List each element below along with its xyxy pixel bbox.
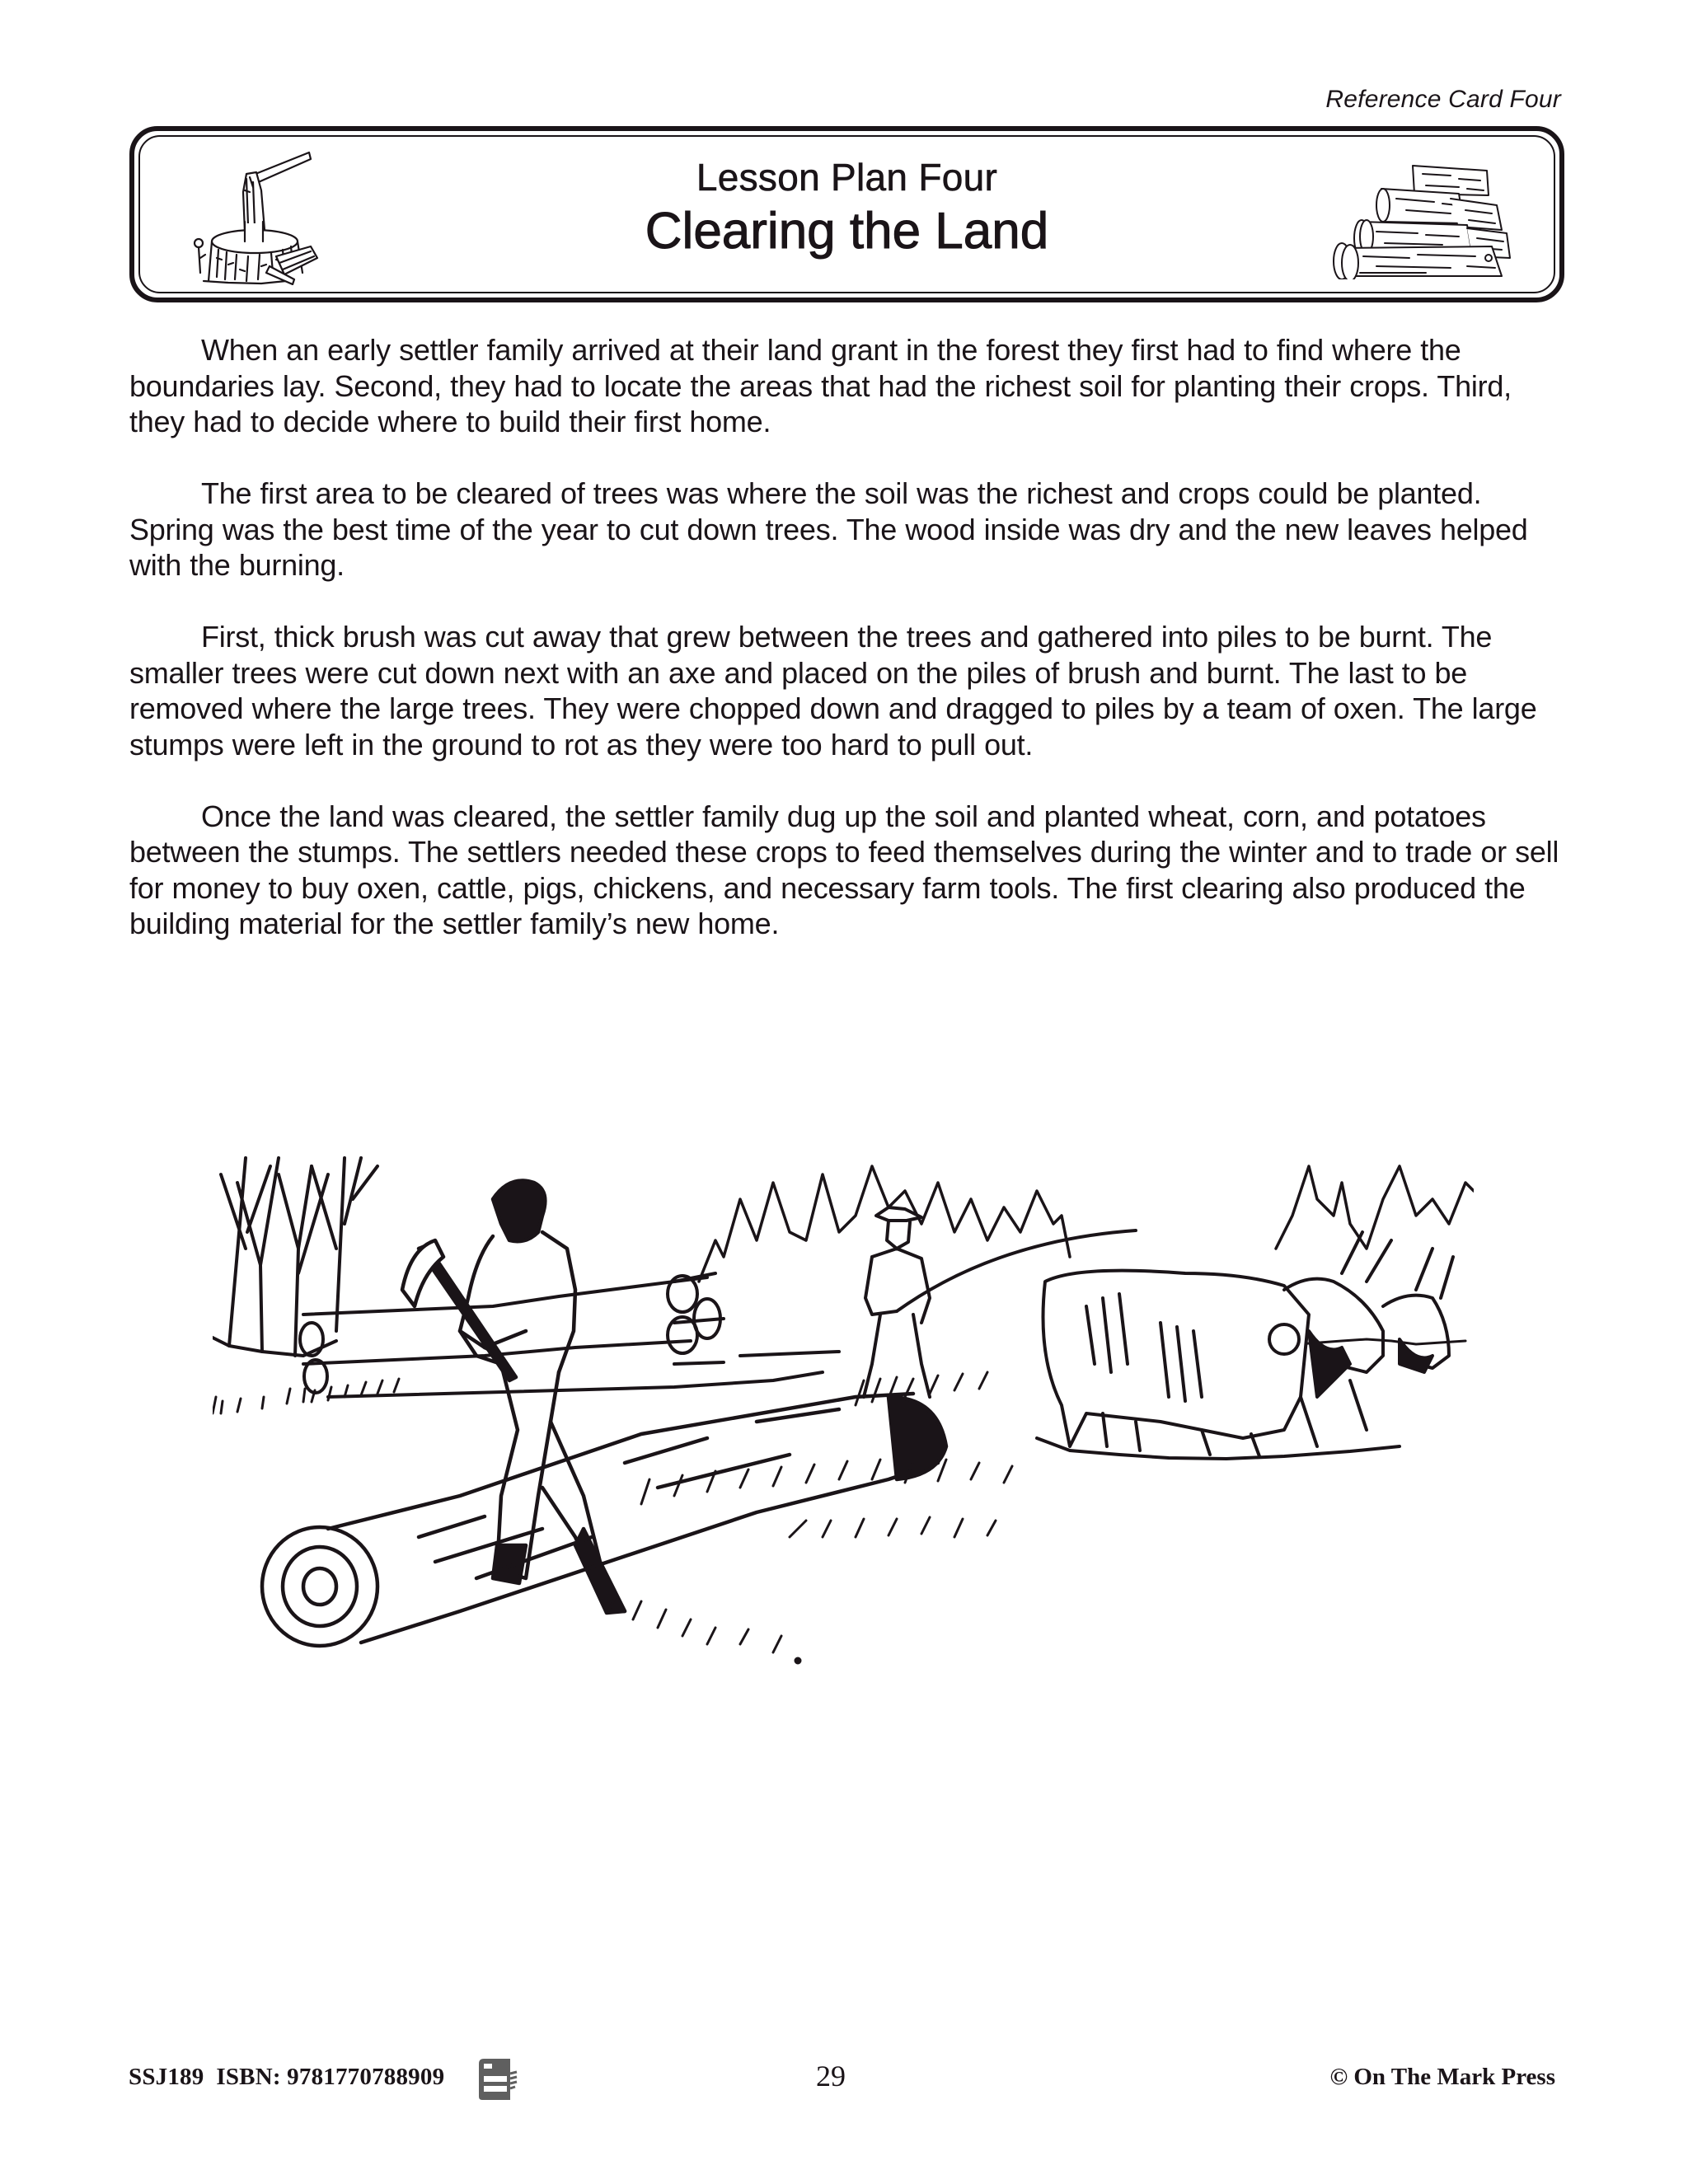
settler-clearing-land-illustration bbox=[213, 1150, 1474, 1677]
log-pile-icon bbox=[1327, 156, 1517, 279]
copyright: © On The Mark Press bbox=[1329, 2064, 1555, 2090]
paragraph-brush-cutting: First, thick brush was cut away that grew between the trees and gathered into piles to be burnt. The smaller trees were cut down next with an axe and placed on the piles of brush and burnt. The last to be removed where the large trees. They were chopped down and dragged to piles by a team of oxen. The large stumps were left in the ground to rot as they were too hard to pull out. bbox=[129, 620, 1537, 762]
settler-with-axe bbox=[402, 1181, 625, 1614]
lesson-body bbox=[129, 332, 1568, 977]
lesson-header-box bbox=[129, 126, 1564, 302]
paragraph-planting: Once the land was cleared, the settler family dug up the soil and planted wheat, corn, and potatoes between the stumps. The settlers needed these crops to feed themselves during the winter and to trade or sell for money to buy oxen, cattle, pigs, chickens, and necessary farm tools. The first clearing also produced the building material for the settler family’s new home. bbox=[129, 799, 1559, 940]
paragraph-first-area: The first area to be cleared of trees was where the soil was the richest and crops could be planted. Spring was the best time of the year to cut down trees. The wood inside was dry and the new leaves helped with the burning. bbox=[129, 476, 1528, 582]
page-title: Clearing the Land bbox=[645, 203, 1049, 260]
foreground-grass bbox=[608, 1460, 1012, 1663]
bare-trees bbox=[213, 1158, 377, 1356]
log-fence bbox=[300, 1273, 839, 1397]
treeline bbox=[699, 1166, 1474, 1282]
product-code-isbn: SSJ189 ISBN: 9781770788909 bbox=[129, 2064, 445, 2090]
reference-card-label: Reference Card Four bbox=[1325, 86, 1561, 113]
notebook-icon bbox=[474, 2055, 523, 2103]
page-footer bbox=[0, 2055, 1688, 2105]
oxen-team bbox=[1037, 1232, 1453, 1459]
paragraph-boundaries: When an early settler family arrived at their land grant in the forest they first had to find where the boundaries lay. Second, they had to locate the areas that had the richest soil for planting their crops. Third, they had to decide where to build their first home. bbox=[129, 333, 1512, 438]
page-number: 29 bbox=[816, 2060, 846, 2093]
lesson-plan-label: Lesson Plan Four bbox=[696, 156, 998, 199]
